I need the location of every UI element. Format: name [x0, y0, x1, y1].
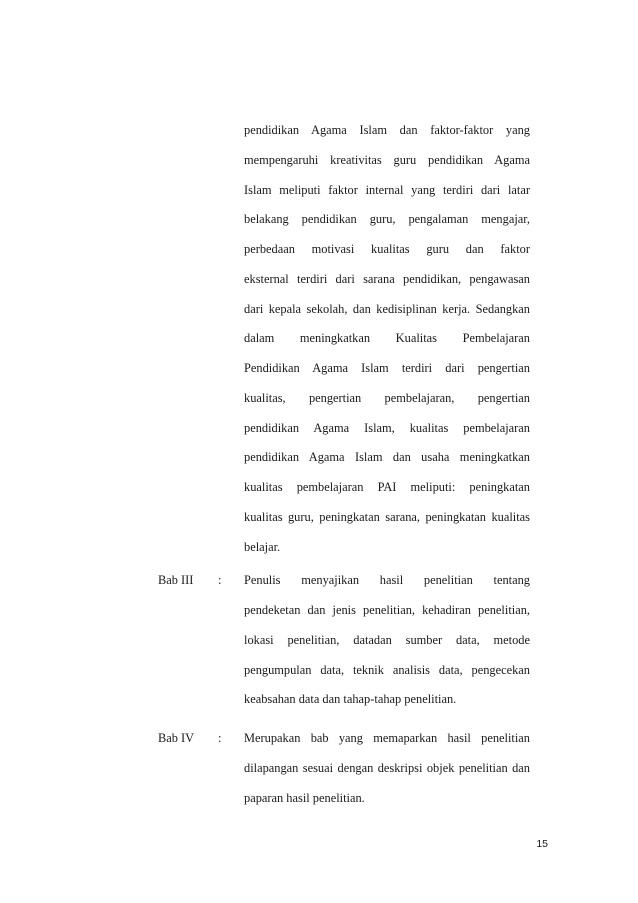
text-line: pengumpulan data, teknik analisis data, pengecekan: [244, 663, 530, 677]
text-line: pendidikan Agama Islam, kualitas pembelajaran: [244, 421, 530, 435]
chapter-label-bab-iv: Bab IV: [158, 731, 195, 745]
text-line: Penulis menyajikan hasil penelitian tentang: [244, 573, 530, 587]
chapter-label-bab-iii: Bab III: [158, 573, 194, 587]
text-line: eksternal terdiri dari sarana pendidikan, pengawasan: [244, 272, 530, 286]
chapter-description-bab-iii: [244, 570, 530, 710]
text-line: mempengaruhi kreativitas guru pendidikan Agama: [244, 153, 530, 167]
text-line: Islam meliputi faktor internal yang terdiri dari latar: [244, 183, 530, 197]
text-line: perbedaan motivasi kualitas guru dan faktor: [244, 242, 530, 256]
text-line: belakang pendidikan guru, pengalaman mengajar,: [244, 212, 530, 226]
text-line: kualitas pembelajaran PAI meliputi: peningkatan: [244, 480, 530, 494]
text-line: keabsahan data dan tahap-tahap penelitian.: [244, 692, 457, 706]
text-line: belajar.: [244, 540, 281, 554]
chapter-separator: :: [218, 731, 222, 745]
text-line: dilapangan sesuai dengan deskripsi objek penelitian dan: [244, 761, 530, 775]
text-line: pendidikan Agama Islam dan faktor-faktor yang: [244, 123, 530, 137]
page-number: 15: [536, 838, 548, 850]
text-line: kualitas guru, peningkatan sarana, peningkatan kualitas: [244, 510, 530, 524]
text-line: Merupakan bab yang memaparkan hasil penelitian: [244, 731, 530, 745]
text-line: paparan hasil penelitian.: [244, 791, 365, 805]
text-line: lokasi penelitian, datadan sumber data, metode: [244, 633, 530, 647]
text-line: kualitas, pengertian pembelajaran, pengertian: [244, 391, 530, 405]
chapter-description-bab-iv: [244, 728, 530, 808]
text-line: pendidikan Agama Islam dan usaha meningkatkan: [244, 450, 530, 464]
chapter-separator: :: [218, 573, 222, 587]
text-line: dalam meningkatkan Kualitas Pembelajaran: [244, 331, 530, 345]
text-line: Pendidikan Agama Islam terdiri dari pengertian: [244, 361, 530, 375]
text-line: dari kepala sekolah, dan kedisiplinan kerja. Sedangkan: [244, 302, 530, 316]
continuation-paragraph: [244, 120, 530, 554]
text-line: pendeketan dan jenis penelitian, kehadiran penelitian,: [244, 603, 530, 617]
